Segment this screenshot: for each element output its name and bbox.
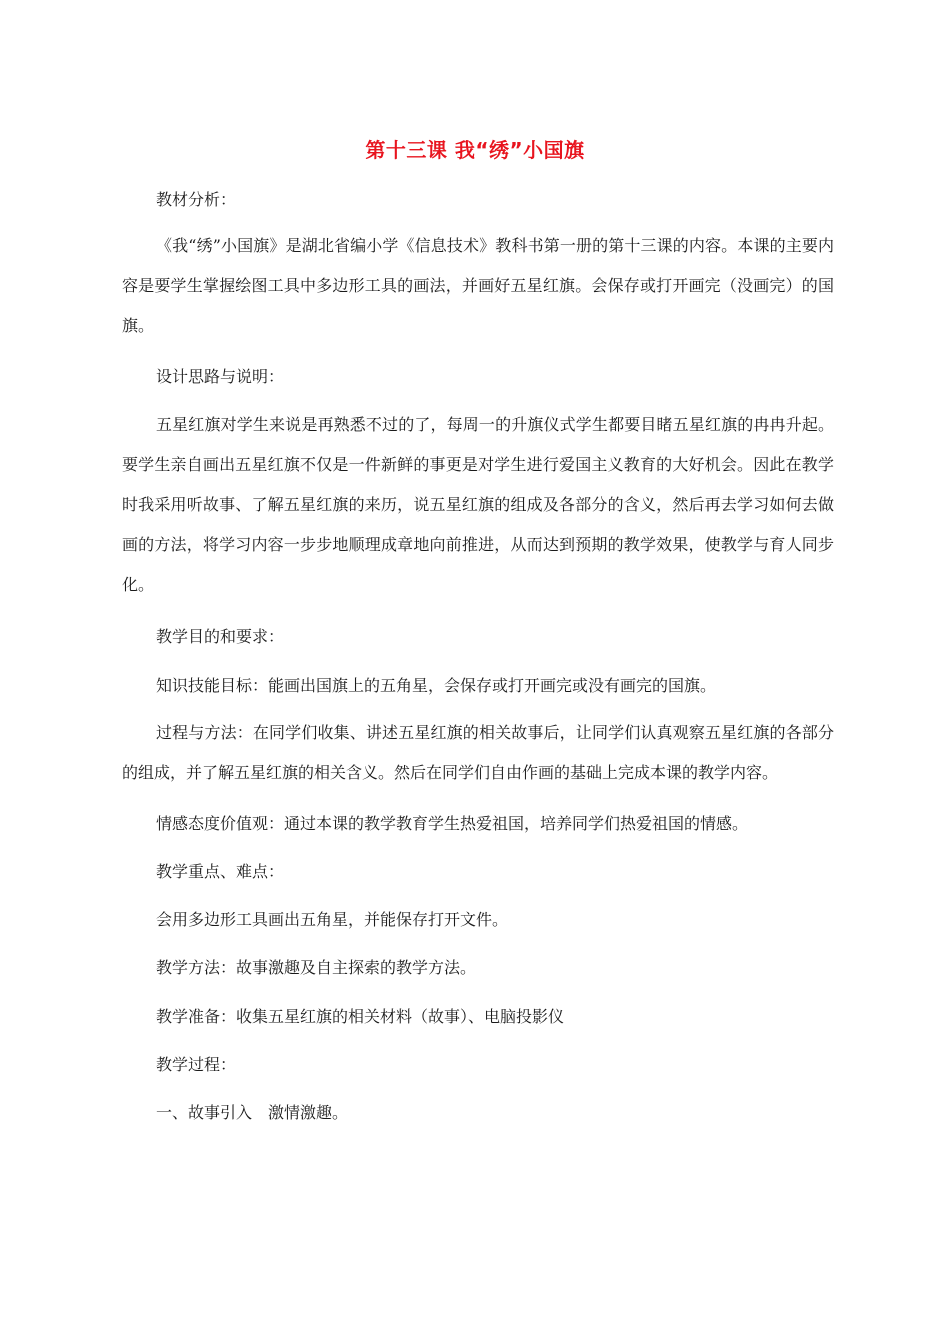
teaching-method-paragraph: 教学方法：故事激趣及自主探索的教学方法。	[156, 958, 477, 977]
goal-knowledge-skills: 知识技能目标：能画出国旗上的五角星，会保存或打开画完或没有画完的国旗。	[156, 676, 717, 695]
section-heading-teaching-goals: 教学目的和要求：	[156, 627, 285, 646]
material-analysis-paragraph: 《我“绣”小国旗》是湖北省编小学《信息技术》教科书第一册的第十三课的内容。本课的主要内容是要学生掌握绘图工具中多边形工具的画法，并画好五星红旗。会保存或打开画完（没画完）的国旗。	[122, 236, 834, 335]
section-heading-teaching-process: 教学过程：	[156, 1055, 237, 1074]
process-step-1: 一、故事引入 激情激趣。	[156, 1103, 349, 1122]
design-notes-paragraph: 五星红旗对学生来说是再熟悉不过的了，每周一的升旗仪式学生都要目睹五星红旗的冉冉升起。要学生亲自画出五星红旗不仅是一件新鲜的事更是对学生进行爱国主义教育的大好机会。因此在教学时我采用听故事、了解五星红旗的来历，说五星红旗的组成及各部分的含义，然后再去学习如何去做画的方法，将学习内容一步步地顺理成章地向前推进，从而达到预期的教学效果，使教学与育人同步化。	[122, 415, 834, 594]
key-points-paragraph: 会用多边形工具画出五角星，并能保存打开文件。	[156, 910, 509, 929]
lesson-title: 第十三课 我“绣”小国旗	[365, 138, 585, 162]
goal-process-method: 过程与方法：在同学们收集、讲述五星红旗的相关故事后，让同学们认真观察五星红旗的各部分的组成，并了解五星红旗的相关含义。然后在同学们自由作画的基础上完成本课的教学内容。	[122, 723, 834, 782]
section-heading-key-points: 教学重点、难点：	[156, 862, 285, 881]
section-heading-design-notes: 设计思路与说明：	[156, 367, 285, 386]
goal-emotion-values: 情感态度价值观：通过本课的教学教育学生热爱祖国，培养同学们热爱祖国的情感。	[156, 814, 749, 833]
teaching-preparation-paragraph: 教学准备：收集五星红旗的相关材料（故事）、电脑投影仪	[156, 1007, 565, 1026]
section-heading-material-analysis: 教材分析：	[156, 190, 237, 209]
